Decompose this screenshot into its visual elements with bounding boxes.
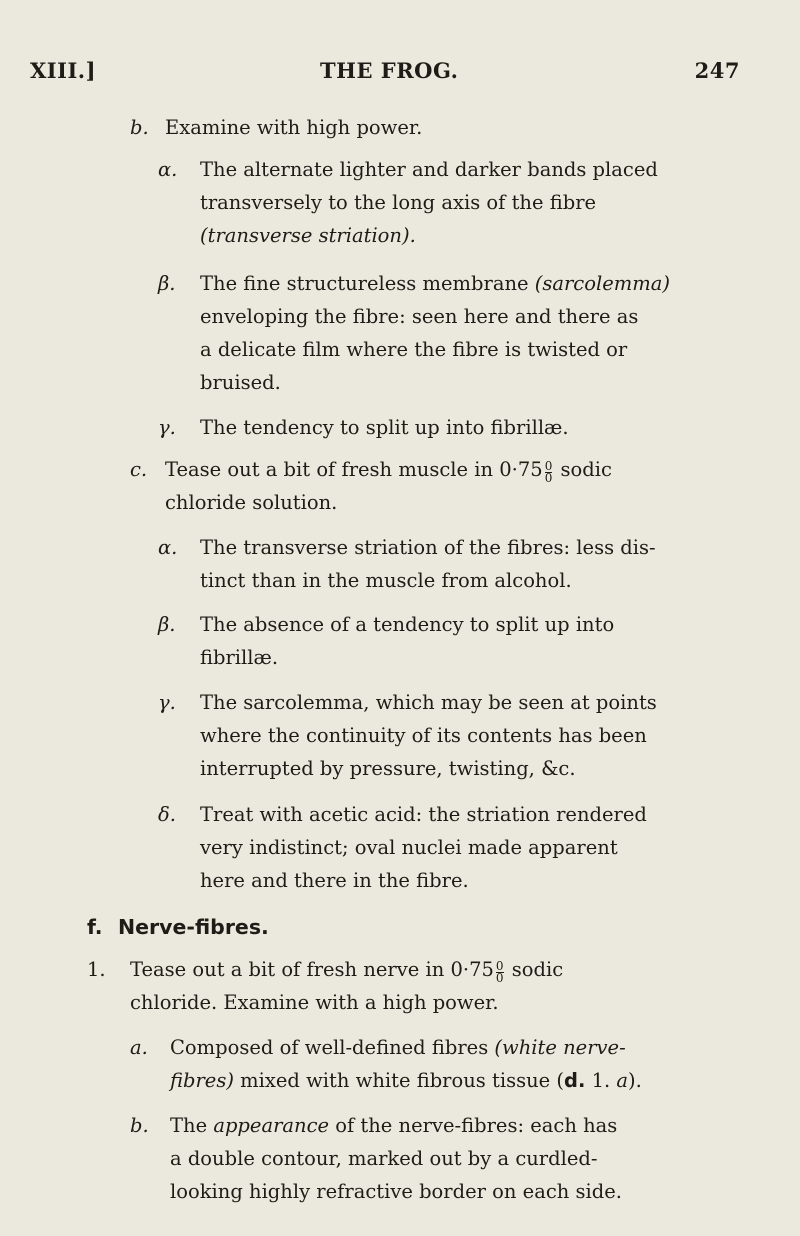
emphasis: (transverse striation). [200, 224, 416, 247]
item-text [200, 686, 728, 785]
text-line: tinct than in the muscle from alcohol. [200, 569, 572, 592]
text-line [200, 219, 728, 252]
item-marker: δ. [158, 803, 176, 826]
text-line: The sarcolemma, which may be seen at points [200, 691, 657, 714]
text-run: Tease out a bit of fresh muscle in 0·75 [165, 458, 543, 481]
item-text [200, 153, 728, 252]
text-line: here and there in the fibre. [200, 869, 469, 892]
text-run: Composed of well-defined fibres [170, 1036, 495, 1059]
fraction-denominator: 0 [495, 971, 504, 985]
text-line: interrupted by pressure, twisting, &c. [200, 757, 576, 780]
item-marker: b. [130, 1114, 149, 1137]
text-line: enveloping the fibre: seen here and there as [200, 305, 639, 328]
text-line: bruised. [200, 371, 281, 394]
fraction-denominator: 0 [544, 471, 553, 485]
text-run: ). [628, 1069, 642, 1092]
text-line: fibrillæ. [200, 646, 279, 669]
text-line: The alternate lighter and darker bands placed [200, 158, 658, 181]
text-line [130, 953, 730, 986]
item-marker: γ. [158, 691, 176, 714]
emphasis: a [616, 1069, 629, 1092]
item-marker: a. [130, 1036, 148, 1059]
text-line [170, 1109, 730, 1142]
text-run: 1. [585, 1069, 617, 1092]
text-line: transversely to the long axis of the fibre [200, 191, 597, 214]
item-text [170, 1109, 730, 1208]
item-text [200, 798, 728, 897]
text-line: chloride. Examine with a high power. [130, 991, 499, 1014]
emphasis: fibres) [170, 1069, 234, 1092]
item-marker: α. [158, 536, 178, 559]
text-run: The [170, 1114, 214, 1137]
text-run: mixed with white fibrous tissue ( [233, 1069, 565, 1092]
emphasis: (white nerve- [494, 1036, 626, 1059]
item-marker: 1. [87, 958, 106, 981]
text-line [170, 1064, 730, 1097]
emphasis: (sarcolemma) [534, 272, 670, 295]
item-text [130, 953, 730, 1019]
text-line: a delicate film where the fibre is twisted or [200, 338, 628, 361]
text-line: looking highly refractive border on each side. [170, 1180, 622, 1203]
text-line: The absence of a tendency to split up into [200, 613, 615, 636]
emphasis: appearance [213, 1114, 330, 1137]
text-line: where the continuity of its contents has been [200, 724, 647, 747]
percent-fraction [545, 461, 553, 484]
text-line: a double contour, marked out by a curdled- [170, 1147, 598, 1170]
item-text [165, 453, 730, 519]
item-marker: β. [158, 613, 176, 636]
item-text: The tendency to split up into fibrillæ. [200, 416, 569, 439]
item-text [200, 267, 728, 399]
item-marker: α. [158, 158, 178, 181]
cross-reference: d. [564, 1069, 586, 1092]
item-marker: β. [158, 272, 176, 295]
item-marker: c. [130, 458, 148, 481]
item-marker: γ. [158, 416, 176, 439]
item-text [200, 608, 728, 674]
text-run: Tease out a bit of fresh nerve in 0·75 [130, 958, 494, 981]
text-line [165, 453, 730, 486]
chapter-number: XIII.] [30, 58, 97, 83]
running-title: THE FROG. [320, 58, 459, 83]
text-line: The transverse striation of the fibres: less dis- [200, 536, 656, 559]
text-run: sodic [554, 458, 612, 481]
running-header [30, 58, 740, 92]
text-run: of the nerve-fibres: each has [329, 1114, 618, 1137]
item-text: Examine with high power. [165, 116, 423, 139]
text-run: The fine structureless membrane [200, 272, 535, 295]
text-line: Treat with acetic acid: the striation rendered [200, 803, 647, 826]
section-marker: f. [87, 915, 103, 939]
page-number: 247 [694, 58, 740, 83]
text-line: very indistinct; oval nuclei made apparent [200, 836, 618, 859]
section-title: Nerve-fibres. [118, 915, 269, 939]
item-marker: b. [130, 116, 149, 139]
text-line: chloride solution. [165, 491, 338, 514]
text-line [170, 1031, 730, 1064]
percent-fraction [496, 961, 504, 984]
item-text [200, 531, 728, 597]
fraction-numerator: 0 [495, 959, 504, 973]
text-line [200, 267, 728, 300]
text-run: sodic [505, 958, 564, 981]
item-text [170, 1031, 730, 1097]
fraction-numerator: 0 [544, 459, 553, 473]
